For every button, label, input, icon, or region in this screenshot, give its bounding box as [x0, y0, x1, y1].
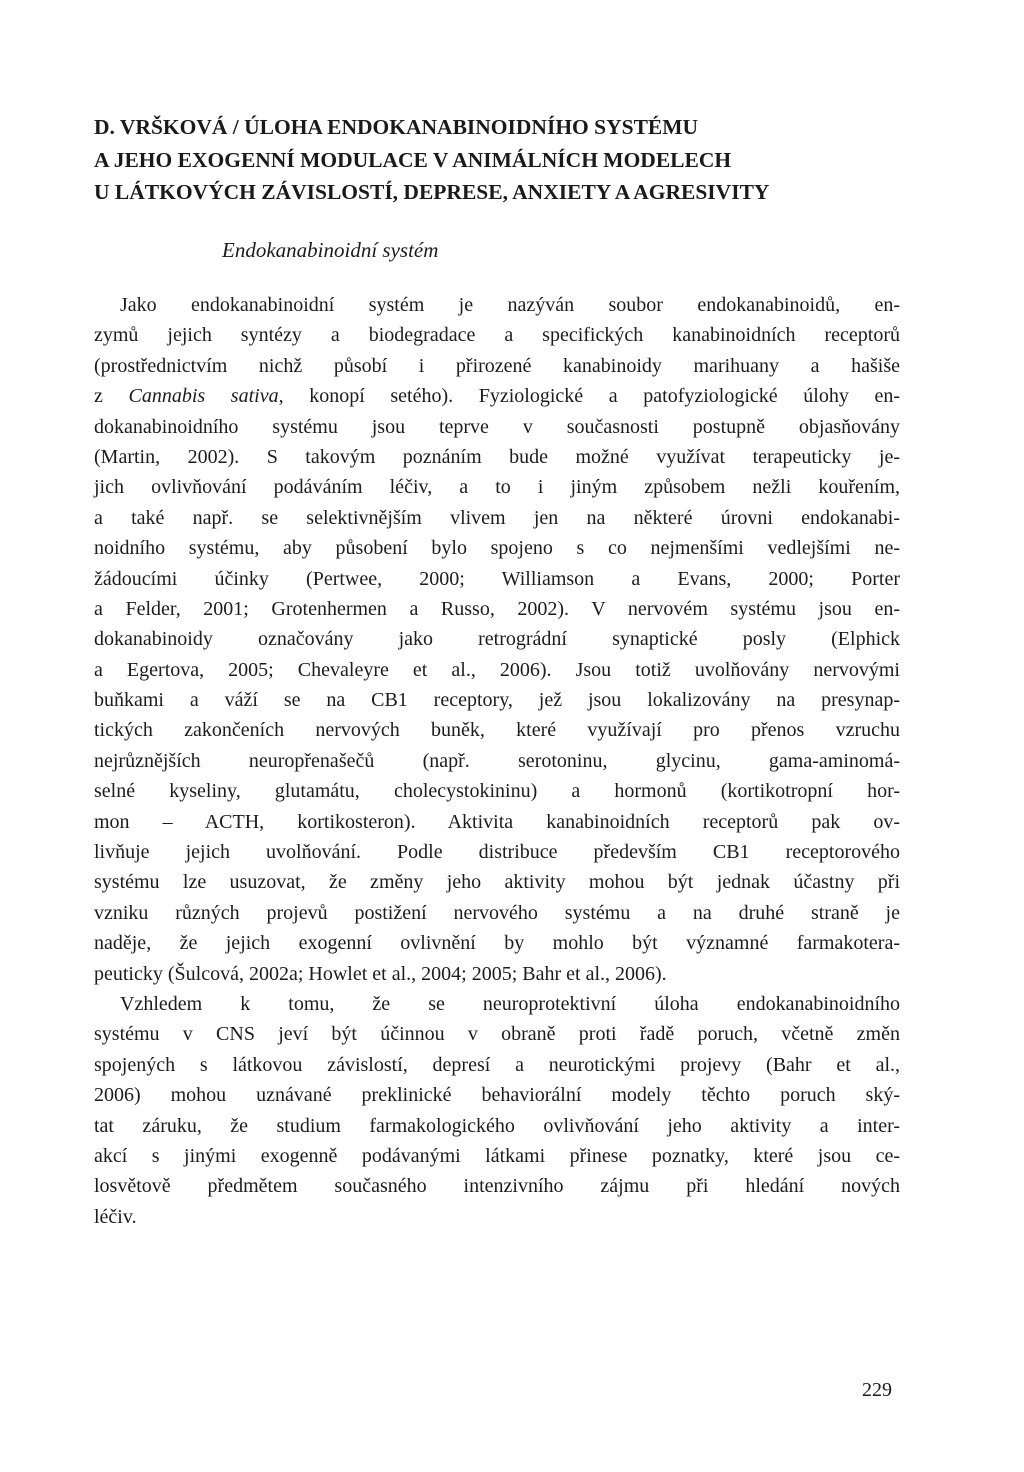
text-line: selné kyseliny, glutamátu, cholecystokininu) a hormonů (kortikotropní hor-	[94, 780, 900, 803]
text-line: systému lze usuzovat, že změny jeho aktivity mohou být jednak účastny při	[94, 871, 900, 894]
page-number: 229	[862, 1379, 892, 1401]
text-line: (prostřednictvím nichž působí i přirozené kanabinoidy marihuany a hašiše	[94, 354, 900, 377]
text-line: tických zakončeních nervových buněk, které využívají pro přenos vzruchu	[94, 719, 900, 742]
paragraph-2	[94, 989, 900, 1232]
text-line: spojených s látkovou závislostí, depresí a neurotickými projevy (Bahr et al.,	[94, 1053, 900, 1076]
text-line: a Felder, 2001; Grotenhermen a Russo, 2002). V nervovém systému jsou en-	[94, 597, 900, 620]
running-header-line: U LÁTKOVÝCH ZÁVISLOSTÍ, DEPRESE, ANXIETY A AGRESIVITY	[94, 180, 770, 204]
body-text	[94, 290, 900, 1232]
text-line: mon – ACTH, kortikosteron). Aktivita kanabinoidních receptorů pak ov-	[94, 810, 900, 833]
text-line: noidního systému, aby působení bylo spojeno s co nejmenšími vedlejšími ne-	[94, 537, 900, 560]
section-heading: Endokanabinoidní systém	[222, 238, 439, 262]
text-line: systému v CNS jeví být účinnou v obraně proti řadě poruch, včetně změn	[94, 1023, 900, 1046]
text-line: akcí s jinými exogenně podávanými látkami přinese poznatky, které jsou ce-	[94, 1144, 900, 1167]
text-line: zymů jejich syntézy a biodegradace a specifických kanabinoidních receptorů	[94, 324, 900, 347]
text-line: dokanabinoidního systému jsou teprve v současnosti postupně objasňovány	[94, 415, 900, 438]
text-line: z Cannabis sativa, konopí setého). Fyziologické a patofyziologické úlohy en-	[94, 385, 900, 408]
italic-term: Cannabis sativa	[128, 385, 279, 408]
running-header	[94, 111, 914, 209]
text-line: buňkami a váží se na CB1 receptory, jež jsou lokalizovány na presynap-	[94, 689, 900, 712]
text-line: livňuje jejich uvolňování. Podle distribuce především CB1 receptorového	[94, 841, 900, 864]
text-line: (Martin, 2002). S takovým poznáním bude možné využívat terapeuticky je-	[94, 445, 900, 468]
text-line: jich ovlivňování podáváním léčiv, a to i jiným způsobem nežli kouřením,	[94, 476, 900, 499]
text-line: dokanabinoidy označovány jako retrográdní synaptické posly (Elphick	[94, 628, 900, 651]
paragraph-1	[94, 290, 900, 989]
text-line: Vzhledem k tomu, že se neuroprotektivní úloha endokanabinoidního	[120, 992, 900, 1015]
text-line: žádoucími účinky (Pertwee, 2000; Williamson a Evans, 2000; Porter	[94, 567, 900, 590]
text-line: léčiv.	[94, 1205, 137, 1228]
text-line: a Egertova, 2005; Chevaleyre et al., 2006). Jsou totiž uvolňovány nervovými	[94, 658, 900, 681]
text-line: nejrůznějších neuropřenašečů (např. serotoninu, glycinu, gama-aminomá-	[94, 749, 900, 772]
running-header-line: D. VRŠKOVÁ / ÚLOHA ENDOKANABINOIDNÍHO SYSTÉMU	[94, 115, 699, 139]
text-line: Jako endokanabinoidní systém je nazýván soubor endokanabinoidů, en-	[120, 294, 900, 316]
text-line: vzniku různých projevů postižení nervového systému a na druhé straně je	[94, 901, 900, 924]
text-line: a také např. se selektivnějším vlivem jen na některé úrovni endokanabi-	[94, 506, 900, 529]
text-line: 2006) mohou uznávané preklinické behaviorální modely těchto poruch ský-	[94, 1084, 900, 1107]
text-line: peuticky (Šulcová, 2002a; Howlet et al., 2004; 2005; Bahr et al., 2006).	[94, 962, 667, 985]
running-header-line: A JEHO EXOGENNÍ MODULACE V ANIMÁLNÍCH MODELECH	[94, 147, 732, 172]
text-line: naděje, že jejich exogenní ovlivnění by mohlo být významné farmakotera-	[94, 932, 900, 955]
text-line: tat záruku, že studium farmakologického ovlivňování jeho aktivity a inter-	[94, 1114, 900, 1137]
text-line: losvětově předmětem současného intenzivního zájmu při hledání nových	[94, 1175, 900, 1198]
